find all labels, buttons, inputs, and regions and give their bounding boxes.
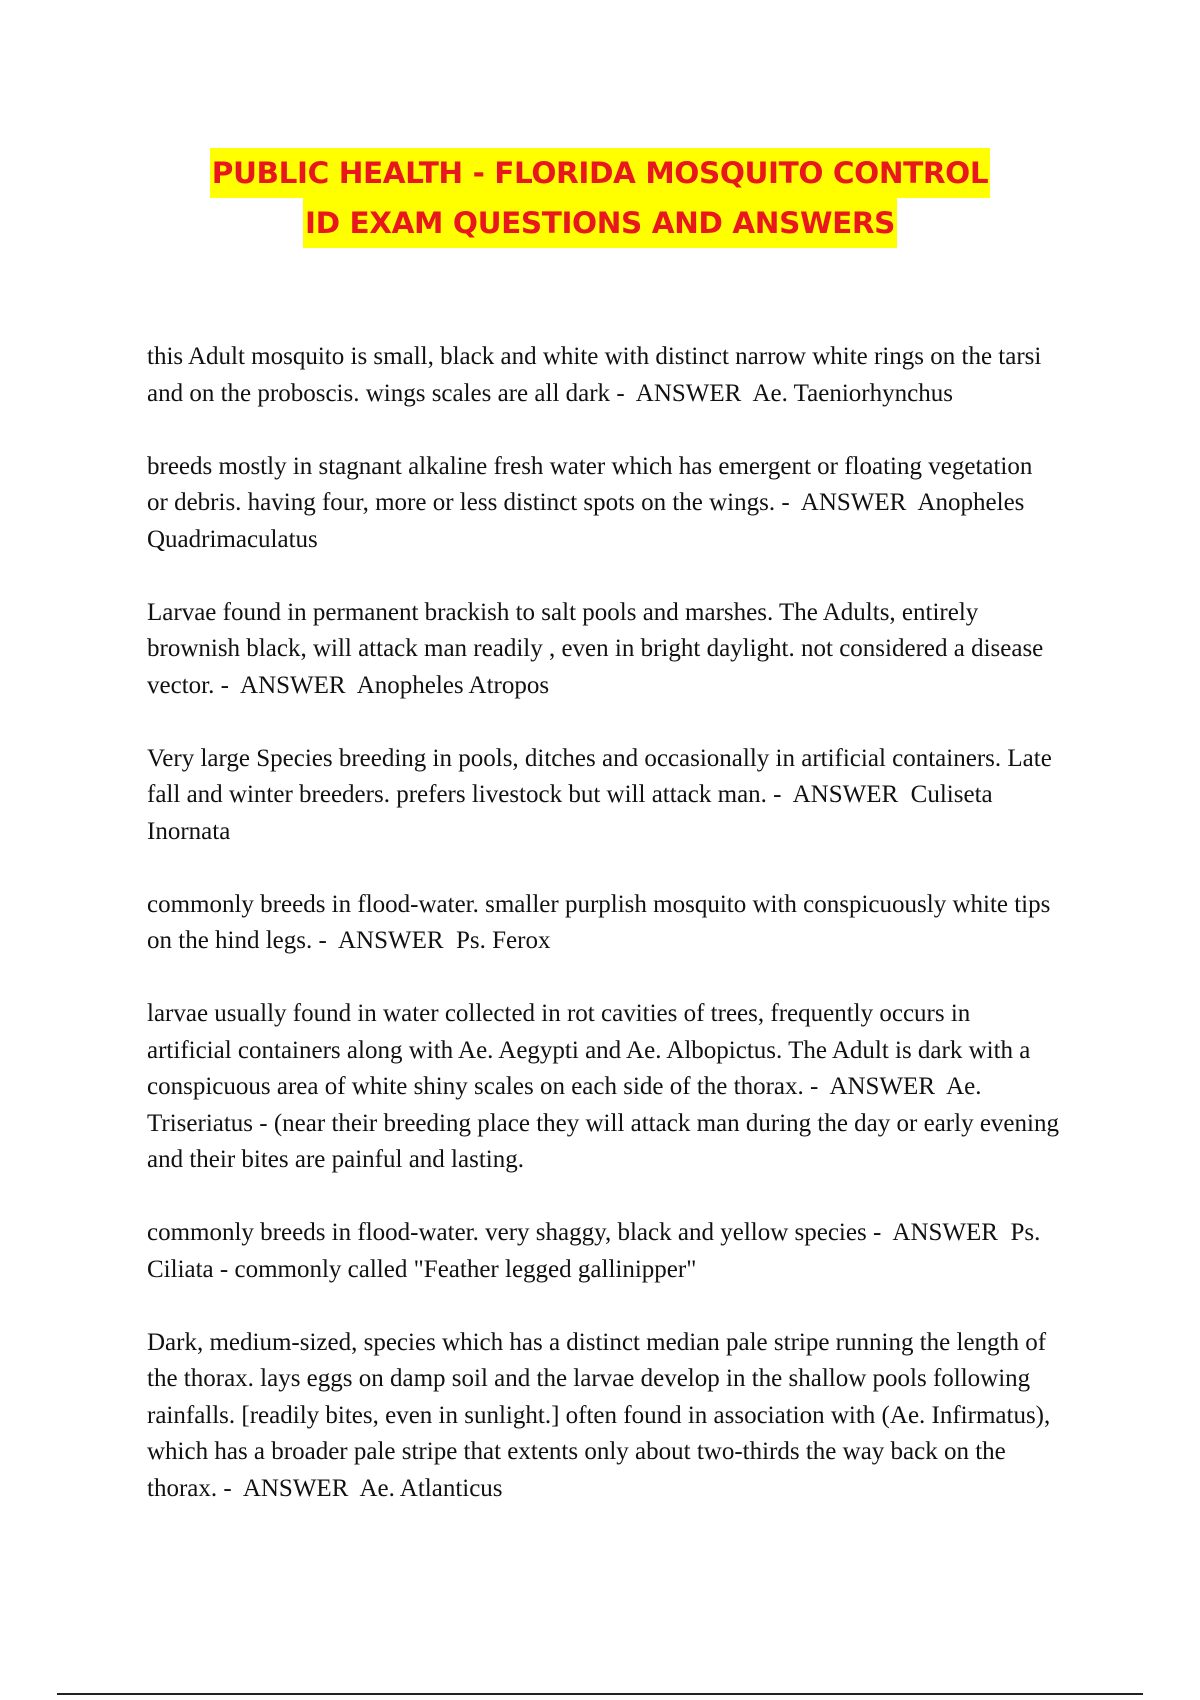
- qa-entry: [147, 887, 1059, 960]
- answer-text: Ps. Ciliata - commonly called "Feather legged gallinipper": [147, 1219, 1041, 1283]
- answer-label: - ANSWER: [312, 927, 457, 954]
- answer-label: - ANSWER: [214, 671, 357, 699]
- answer-label: - ANSWER: [610, 379, 753, 407]
- answer-label: - ANSWER: [775, 489, 918, 516]
- answer-text: Ps. Ferox: [456, 927, 551, 954]
- question-text: this Adult mosquito is small, black and white with distinct narrow white rings on the tarsi and on the proboscis. wings scales are all dark: [147, 343, 1042, 407]
- qa-entry: [147, 1215, 1059, 1288]
- question-text: Larvae found in permanent brackish to salt pools and marshes. The Adults, entirely brownish black, will attack man readily , even in bright daylight. not considered a disease vector.: [147, 598, 1044, 699]
- answer-label: - ANSWER: [217, 1474, 360, 1502]
- qa-entry: [147, 339, 1059, 412]
- qa-entry: [147, 595, 1059, 705]
- question-text: commonly breeds in flood-water. very shaggy, black and yellow species: [147, 1219, 867, 1246]
- qa-entry: [147, 1325, 1059, 1508]
- question-text: commonly breeds in flood-water. smaller purplish mosquito with conspicuously white tips on the hind legs.: [147, 890, 1051, 954]
- answer-text: Culiseta Inornata: [147, 781, 993, 845]
- document-title: [0, 148, 1200, 248]
- qa-list: [147, 339, 1059, 1544]
- title-line-2: ID EXAM QUESTIONS AND ANSWERS: [303, 198, 897, 248]
- answer-text: Ae. Taeniorhynchus: [752, 379, 953, 407]
- answer-label: - ANSWER: [766, 781, 911, 808]
- answer-text: Ae. Triseriatus - (near their breeding place they will attack man during the day or early evening and their bites are painful and lasting.: [147, 1073, 1059, 1173]
- title-line-1: PUBLIC HEALTH - FLORIDA MOSQUITO CONTROL: [210, 148, 990, 198]
- question-text: Dark, medium-sized, species which has a distinct median pale stripe running the length of the thorax. lays eggs on damp soil and the larvae develop in the shallow pools following rainfalls. [readily bites, even in sunlight.] often found in association with (Ae. Infirmatus), which has a broader pale stripe that extents only about two-thirds the way back on the thorax.: [147, 1328, 1051, 1502]
- answer-text: Anopheles Atropos: [356, 671, 550, 699]
- qa-entry: [147, 449, 1059, 559]
- question-text: breeds mostly in stagnant alkaline fresh water which has emergent or floating vegetation or debris. having four, more or less distinct spots on the wings.: [147, 452, 1033, 516]
- qa-entry: [147, 741, 1059, 851]
- page-bottom-divider: [57, 1693, 1143, 1695]
- qa-entry: [147, 996, 1059, 1179]
- answer-text: Anopheles Quadrimaculatus: [147, 489, 1025, 553]
- question-text: Very large Species breeding in pools, ditches and occasionally in artificial containers. Late fall and winter breeders. prefers livestock but will attack man.: [147, 744, 1052, 808]
- answer-text: Ae. Atlanticus: [359, 1474, 503, 1502]
- question-text: larvae usually found in water collected in rot cavities of trees, frequently occurs in artificial containers along with Ae. Aegypti and Ae. Albopictus. The Adult is dark with a conspicuous area of white shiny scales on each side of the thorax.: [147, 1000, 1031, 1100]
- answer-label: - ANSWER: [803, 1073, 947, 1100]
- answer-label: - ANSWER: [866, 1219, 1011, 1246]
